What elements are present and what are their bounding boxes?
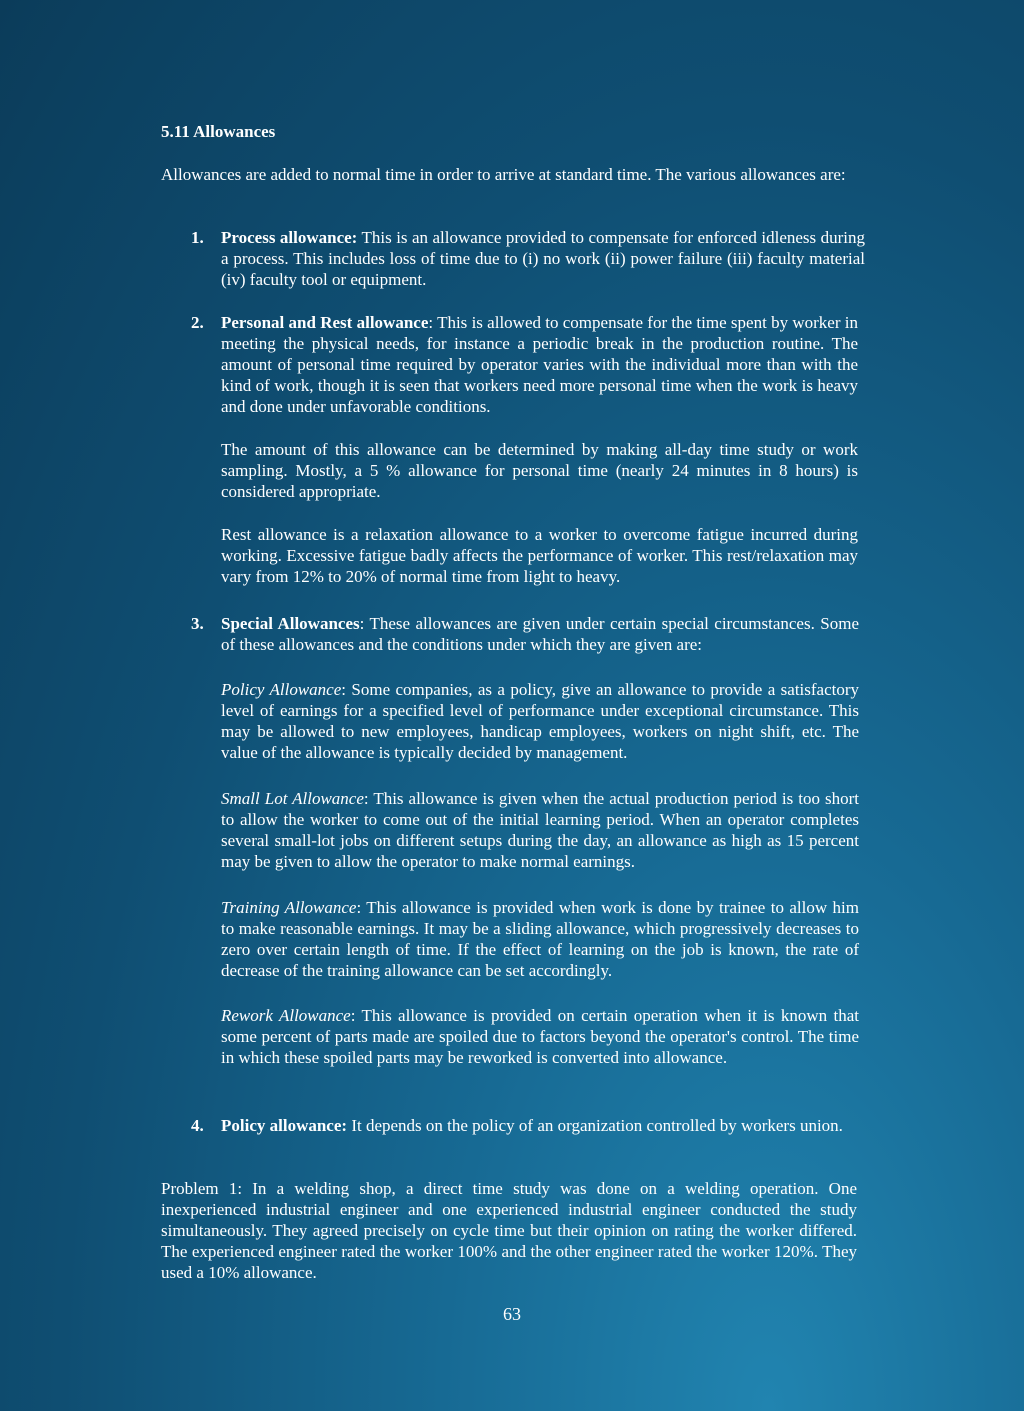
sub-paragraph-training-allowance — [221, 897, 859, 981]
item-paragraph: The amount of this allowance can be determined by making all-day time study or work sampling. Mostly, a 5 % allowance for personal time (nearly 24 minutes in 8 hours) is considered appropriate. — [221, 440, 858, 501]
sub-text: : Some companies, as a policy, give an allowance to provide a satisfactory level of earnings for a specified level of performance under exceptional circumstance. This may be allowed to new employees, handicap employees, workers on night shift, etc. The value of the allowance is typically decided by management. — [221, 680, 860, 762]
sub-text: : This allowance is provided when work is done by trainee to allow him to make reasonable earnings. It may be a sliding allowance, which progressively decreases to zero over certain length of time. If the effect of learning on the job is known, the rate of decrease of the training allowance can be set accordingly. — [221, 898, 859, 980]
item-text: : This is allowed to compensate for the time spent by worker in meeting the physical needs, for instance a periodic break in the production routine. The amount of personal time required by operator varies with the individual more than with the kind of work, though it is seen that workers need more personal time when the work is heavy and done under unfavorable conditions. — [221, 313, 858, 416]
item-paragraph — [221, 613, 859, 655]
item-text: It depends on the policy of an organization controlled by workers union. — [347, 1116, 843, 1135]
item-title: Process allowance: — [221, 228, 358, 247]
sub-paragraph-small-lot-allowance — [221, 788, 859, 872]
sub-text: : This allowance is provided on certain operation when it is known that some percent of parts made are spoiled due to factors beyond the operator's control. The time in which these spoiled parts may be reworked is converted into allowance. — [221, 1006, 859, 1067]
list-number: 1. — [191, 228, 204, 247]
item-text: This is an allowance provided to compensate for enforced idleness during a process. This includes loss of time due to (i) no work (ii) power failure (iii) faculty material (iv) faculty tool or equipment. — [221, 228, 865, 289]
list-number: 3. — [191, 614, 204, 633]
list-number: 2. — [191, 313, 204, 332]
intro-paragraph: Allowances are added to normal time in order to arrive at standard time. The various allowances are: — [161, 165, 846, 184]
section-heading: 5.11 Allowances — [161, 122, 276, 141]
sub-paragraph-policy-allowance — [221, 679, 859, 763]
sub-text: : This allowance is given when the actual production period is too short to allow the worker to come out of the initial learning period. When an operator completes several small-lot jobs on different setups during the day, an allowance as high as 15 percent may be given to allow the operator to make normal earnings. — [221, 789, 859, 871]
sub-paragraph-rework-allowance — [221, 1005, 859, 1068]
list-number: 4. — [191, 1116, 204, 1135]
page-number: 63 — [503, 1304, 521, 1324]
sub-title: Small Lot Allowance — [221, 789, 364, 808]
item-text: : These allowances are given under certain special circumstances. Some of these allowances and the conditions under which they are given are: — [221, 614, 859, 654]
item-paragraph — [221, 312, 858, 417]
item-paragraph — [221, 227, 865, 290]
item-paragraph: Rest allowance is a relaxation allowance to a worker to overcome fatigue incurred during working. Excessive fatigue badly affects the performance of worker. This rest/relaxation may vary from 12% to 20% of normal time from light to heavy. — [221, 525, 858, 586]
item-paragraph — [221, 1115, 859, 1136]
sub-title: Policy Allowance — [221, 680, 342, 699]
sub-title: Training Allowance — [221, 898, 357, 917]
item-title: Special Allowances — [221, 614, 360, 633]
problem-paragraph: Problem 1: In a welding shop, a direct time study was done on a welding operation. One inexperienced industrial engineer and one experienced industrial engineer conducted the study simultaneously. They agreed precisely on cycle time but their opinion on rating the worker differed. The experienced engineer rated the worker 100% and the other engineer rated the worker 120%. They used a 10% allowance. — [161, 1179, 857, 1282]
sub-title: Rework Allowance — [221, 1006, 351, 1025]
item-title: Policy allowance: — [221, 1116, 348, 1135]
item-title: Personal and Rest allowance — [221, 313, 429, 332]
